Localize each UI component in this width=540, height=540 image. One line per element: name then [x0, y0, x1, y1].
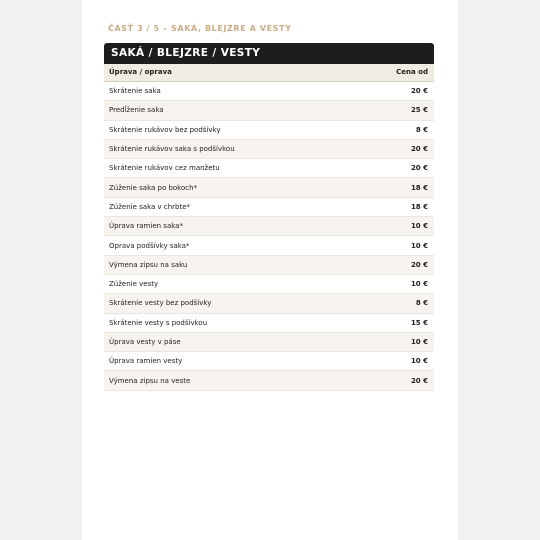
repair-name: Zúženie saka v chrbte*	[109, 202, 191, 211]
table-title: SAKÁ / BLEJZRE / VESTY	[104, 43, 434, 64]
table-body	[104, 82, 434, 391]
document-page	[82, 0, 458, 540]
repair-price: 20 €	[410, 260, 428, 269]
repair-price: 10 €	[410, 222, 428, 231]
repair-price: 18 €	[410, 202, 428, 211]
table-row	[104, 159, 434, 178]
table-row	[104, 198, 434, 217]
table-row	[104, 275, 434, 294]
table-row	[104, 178, 434, 197]
table-column-headers	[104, 64, 434, 82]
column-header-price: Cena od	[396, 68, 428, 76]
repair-name: Skrátenie rukávov bez podšívky	[109, 125, 221, 134]
repair-price: 20 €	[410, 376, 428, 385]
column-header-repair: Úprava / oprava	[109, 68, 172, 76]
table-row	[104, 101, 434, 120]
repair-price: 15 €	[410, 318, 428, 327]
table-row	[104, 314, 434, 333]
table-row	[104, 352, 434, 371]
section-heading: ČASŤ 3 / 5 – SAKÁ, BLEJZRE A VESTY	[108, 24, 292, 33]
repair-price: 8 €	[415, 299, 428, 308]
table-row	[104, 256, 434, 275]
repair-price: 20 €	[410, 145, 428, 154]
table-row	[104, 82, 434, 101]
repair-price: 25 €	[410, 106, 428, 115]
repair-price: 10 €	[410, 280, 428, 289]
repair-name: Skrátenie saka	[109, 87, 161, 96]
table-row	[104, 140, 434, 159]
repair-price: 10 €	[410, 241, 428, 250]
repair-name: Výmena zipsu na saku	[109, 260, 188, 269]
repair-price: 10 €	[410, 357, 428, 366]
repair-name: Skrátenie vesty s podšívkou	[109, 318, 208, 327]
repair-name: Predĺženie saka	[109, 106, 164, 115]
repair-price: 20 €	[410, 164, 428, 173]
repair-name: Skrátenie rukávov saka s podšívkou	[109, 145, 235, 154]
repair-name: Zúženie saka po bokoch*	[109, 183, 198, 192]
table-row	[104, 236, 434, 255]
table-row	[104, 217, 434, 236]
repair-name: Výmena zipsu na veste	[109, 376, 191, 385]
repair-name: Zúženie vesty	[109, 280, 159, 289]
repair-name: Skrátenie rukávov cez manžetu	[109, 164, 220, 173]
repair-price: 20 €	[410, 87, 428, 96]
repair-name: Úprava ramien saka*	[109, 222, 183, 231]
price-table	[104, 43, 434, 391]
table-row	[104, 294, 434, 313]
repair-price: 10 €	[410, 338, 428, 346]
repair-name: Oprava podšívky saka*	[109, 241, 190, 250]
repair-name: Skrátenie vesty bez podšívky	[109, 299, 212, 308]
table-row	[104, 121, 434, 140]
table-row	[104, 371, 434, 390]
repair-price: 8 €	[415, 125, 428, 134]
repair-price: 18 €	[410, 183, 428, 192]
repair-name: Úprava ramien vesty	[109, 357, 183, 366]
table-row	[104, 333, 434, 352]
repair-name: Úprava vesty v páse	[109, 338, 181, 346]
